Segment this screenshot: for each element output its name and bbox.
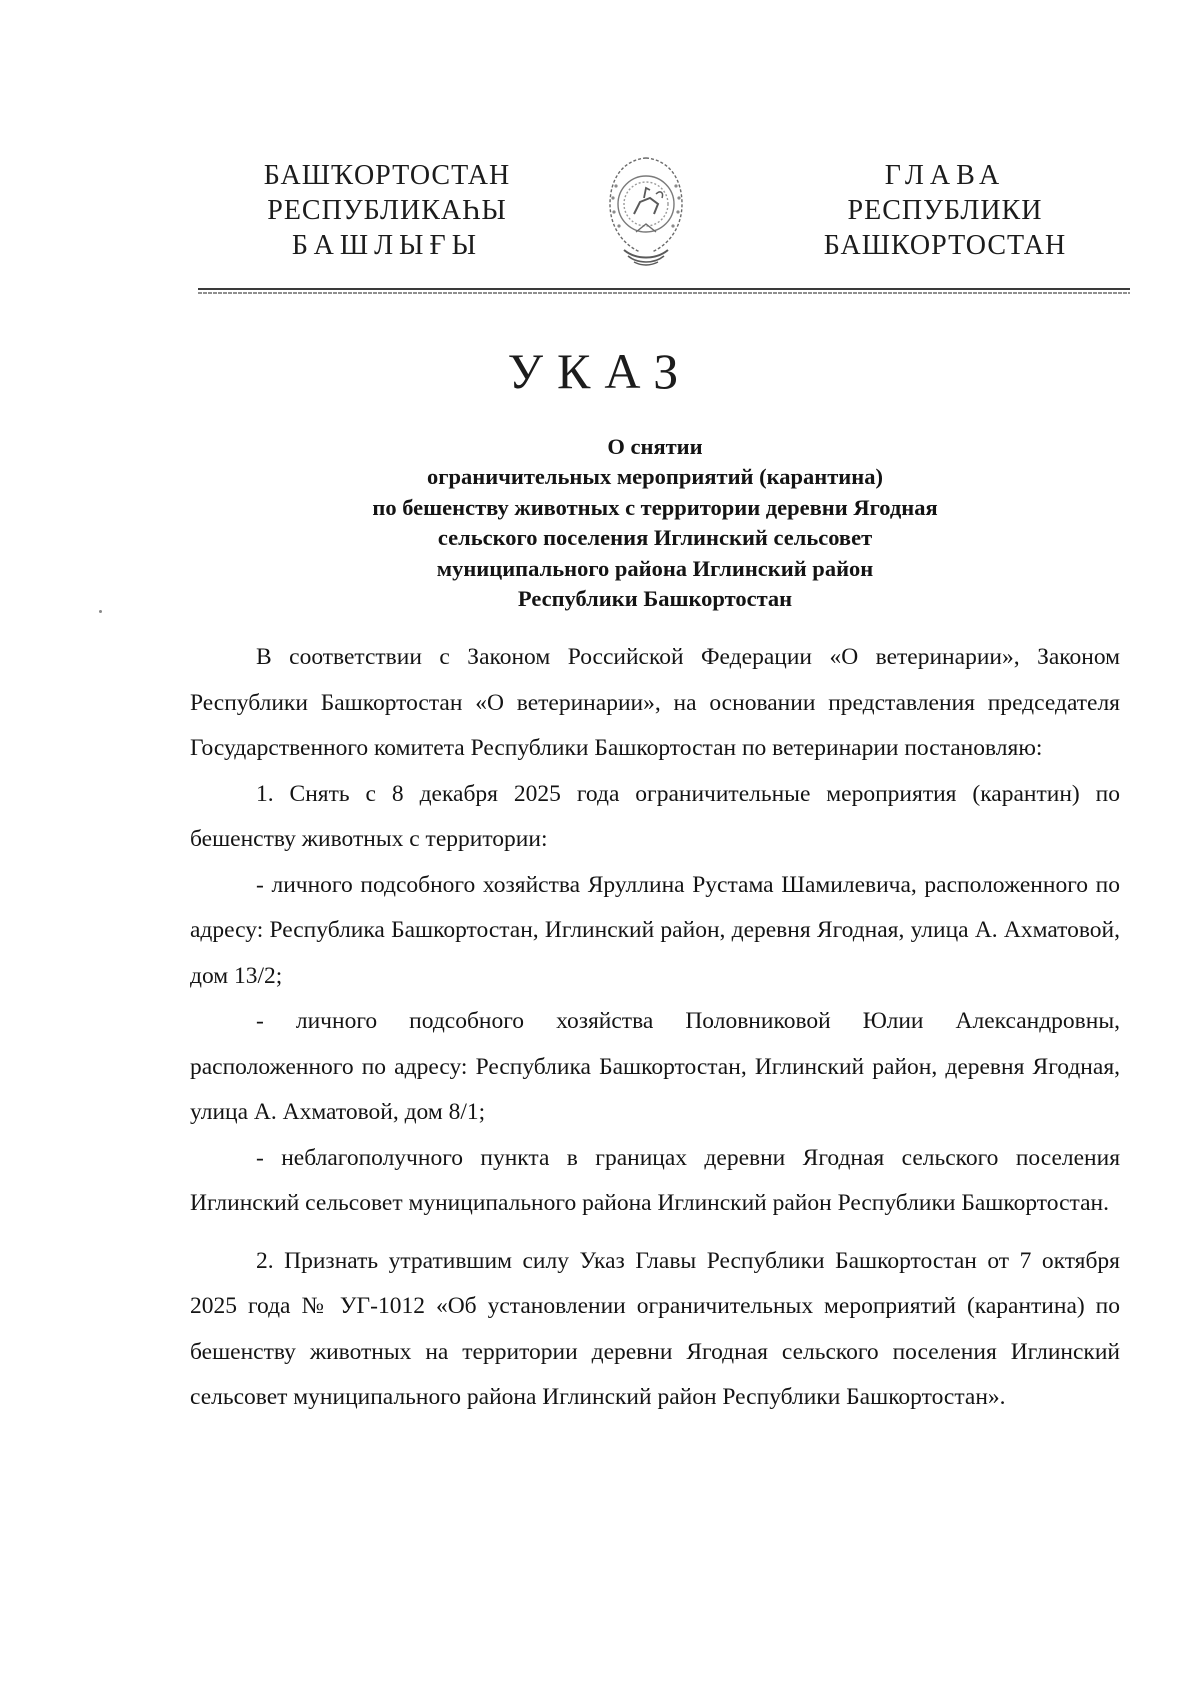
document-subject xyxy=(250,432,1060,614)
letterhead-divider xyxy=(198,287,1130,295)
paragraph-preamble: В соответствии с Законом Российской Федерации «О ветеринарии», Законом Республики Башкортостан «О ветеринарии», на основании представления председателя Государственного комитета Республики Башкортостан по ветеринарии постановляю: xyxy=(190,644,1120,761)
document-title: УКАЗ xyxy=(507,343,693,399)
letterhead-left-line: БАШҠОРТОСТАН xyxy=(263,160,511,191)
letterhead-left-line: РЕСПУБЛИКАҺЫ xyxy=(267,195,507,226)
subject-line: по бешенству животных с территории деревни Ягодная xyxy=(372,494,938,520)
bashkortostan-coat-of-arms-icon xyxy=(600,152,692,270)
letterhead-right-line: ГЛАВА xyxy=(884,160,1006,191)
letterhead-right xyxy=(800,158,1090,263)
scan-speck xyxy=(99,610,102,613)
paragraph-subitem: - личного подсобного хозяйства Половниковой Юлии Александровны, расположенного по адресу: Республика Башкортостан, Иглинский район, деревня Ягодная, улица А. Ахматовой, дом 8/1; xyxy=(190,1008,1120,1125)
paragraph-item-1: 1. Снять с 8 декабря 2025 года ограничительные мероприятия (карантин) по бешенству животных с территории: xyxy=(190,780,1120,852)
letterhead-right-line: БАШКОРТОСТАН xyxy=(823,230,1067,261)
paragraph-subitem: - неблагополучного пункта в границах деревни Ягодная сельского поселения Иглинский сельсовет муниципального района Иглинский район Республики Башкортостан. xyxy=(190,1144,1120,1216)
document-body xyxy=(190,635,1120,1421)
paragraph-subitem: - личного подсобного хозяйства Яруллина Рустама Шамилевича, расположенного по адресу: Республика Башкортостан, Иглинский район, деревня Ягодная, улица А. Ахматовой, дом 13/2; xyxy=(190,871,1120,989)
subject-line: муниципального района Иглинский район xyxy=(436,555,874,581)
subject-line: сельского поселения Иглинский сельсовет xyxy=(437,525,873,551)
subject-line: О снятии xyxy=(607,434,703,459)
letterhead-left-line: БАШЛЫҒЫ xyxy=(291,230,483,261)
paragraph-item-2: 2. Признать утратившим силу Указ Главы Республики Башкортостан от 7 октября 2025 года № УГ-1012 «Об установлении ограничительных мероприятий (карантина) по бешенству животных на территории деревни Ягодная сельского поселения Иглинский сельсовет муниципального района Иглинский район Республики Башкортостан». xyxy=(190,1247,1120,1410)
subject-line: Республики Башкортостан xyxy=(517,586,793,612)
letterhead-left xyxy=(252,158,522,263)
subject-line: ограничительных мероприятий (карантина) xyxy=(427,464,883,490)
letterhead-right-line: РЕСПУБЛИКИ xyxy=(847,195,1043,226)
